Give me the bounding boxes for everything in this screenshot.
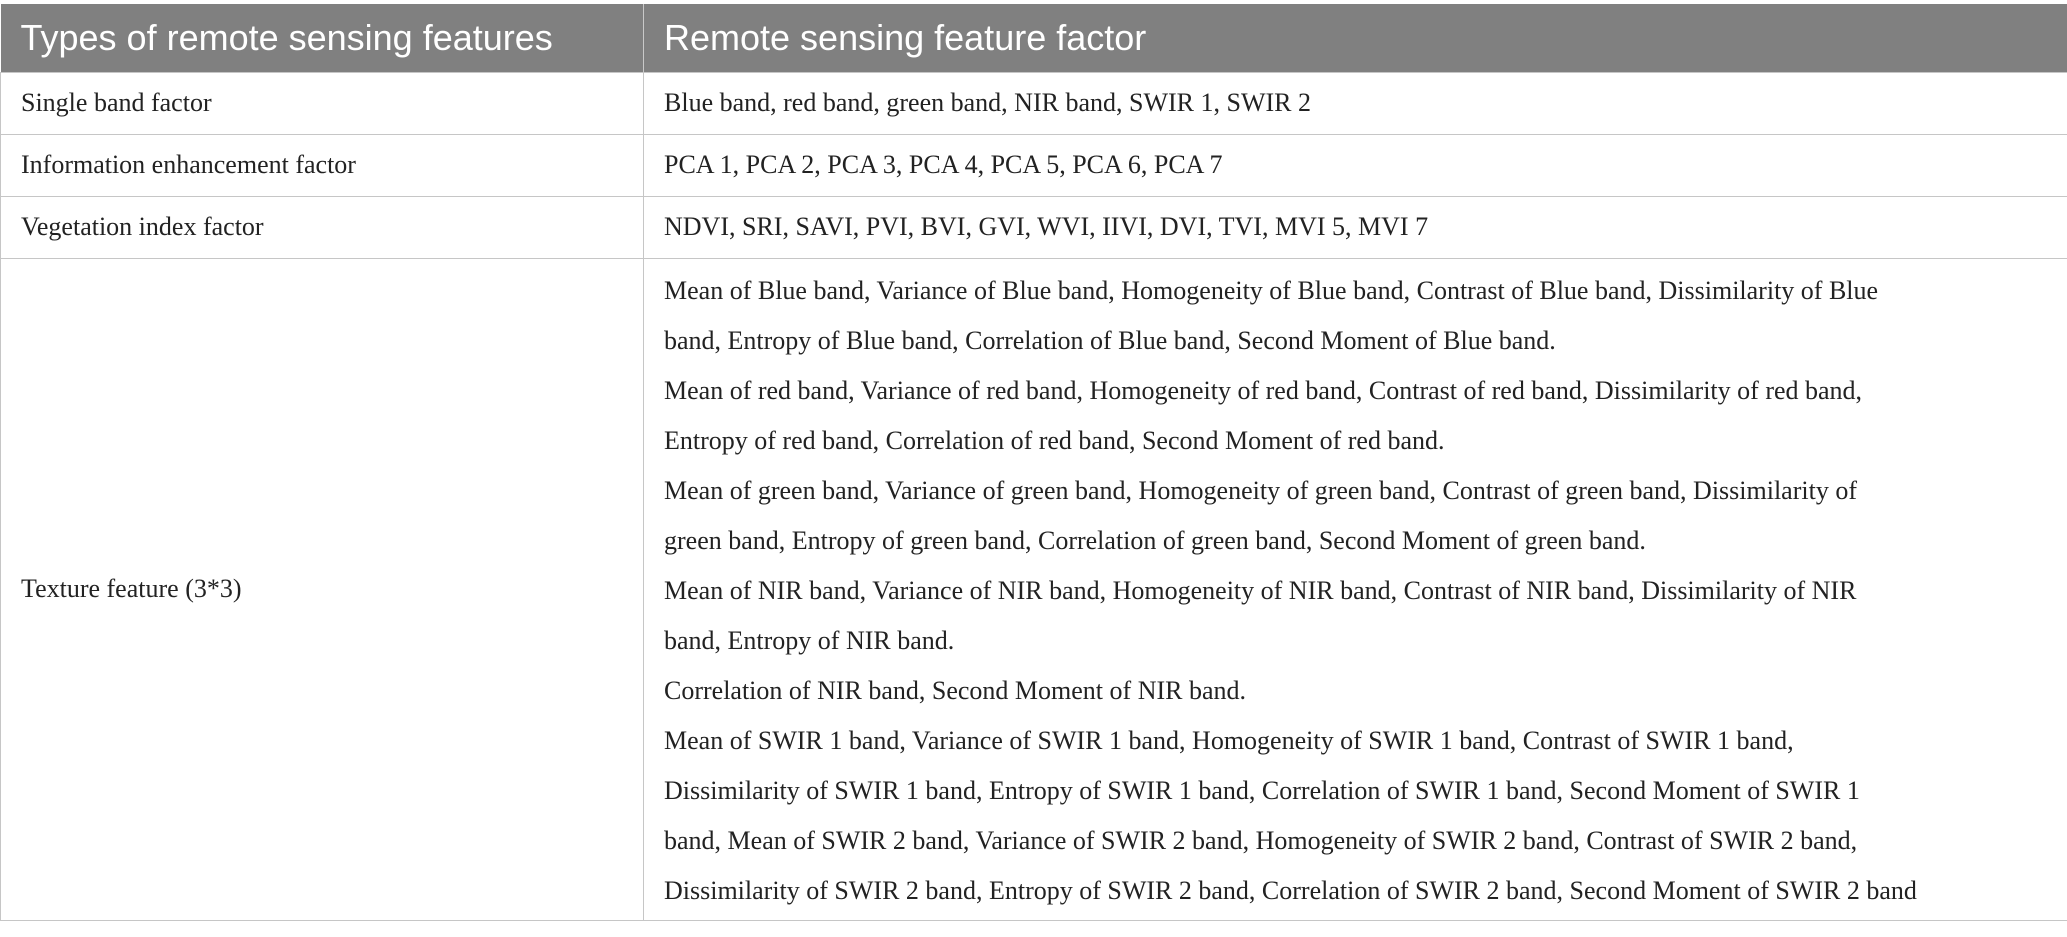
- factor-line: Mean of NIR band, Variance of NIR band, Homogeneity of NIR band, Contrast of NIR band, Dissimilarity of NIR: [664, 575, 1857, 605]
- table-row: [1, 134, 2067, 196]
- table-header: [1, 4, 2067, 72]
- row-factor-cell: NDVI, SRI, SAVI, PVI, BVI, GVI, WVI, IIVI, DVI, TVI, MVI 5, MVI 7: [644, 196, 2067, 258]
- feature-table-container: [0, 4, 2067, 921]
- factor-line: Dissimilarity of SWIR 1 band, Entropy of SWIR 1 band, Correlation of SWIR 1 band, Second Moment of SWIR 1: [664, 775, 1860, 805]
- header-feature-factor: Remote sensing feature factor: [644, 4, 2067, 72]
- row-type-cell: Single band factor: [1, 72, 644, 134]
- factor-line: Mean of green band, Variance of green band, Homogeneity of green band, Contrast of green band, Dissimilarity of: [664, 475, 1857, 505]
- factor-line: Mean of SWIR 1 band, Variance of SWIR 1 band, Homogeneity of SWIR 1 band, Contrast of SWIR 1 band,: [664, 725, 1794, 755]
- table-row: [1, 258, 2067, 920]
- header-row: [1, 4, 2067, 72]
- factor-line: band, Entropy of NIR band.: [664, 625, 955, 655]
- row-factor-cell: PCA 1, PCA 2, PCA 3, PCA 4, PCA 5, PCA 6, PCA 7: [644, 134, 2067, 196]
- row-factor-cell: Blue band, red band, green band, NIR band, SWIR 1, SWIR 2: [644, 72, 2067, 134]
- factor-line: Entropy of red band, Correlation of red band, Second Moment of red band.: [664, 425, 1445, 455]
- factor-line: Dissimilarity of SWIR 2 band, Entropy of SWIR 2 band, Correlation of SWIR 2 band, Second Moment of SWIR 2 band: [664, 875, 1917, 905]
- factor-line: Mean of red band, Variance of red band, Homogeneity of red band, Contrast of red band, Dissimilarity of red band,: [664, 375, 1863, 405]
- header-feature-type: Types of remote sensing features: [1, 4, 644, 72]
- row-type-cell: Vegetation index factor: [1, 196, 644, 258]
- factor-line: Correlation of NIR band, Second Moment of NIR band.: [664, 675, 1247, 705]
- table-row: [1, 196, 2067, 258]
- factor-line: Mean of Blue band, Variance of Blue band, Homogeneity of Blue band, Contrast of Blue band, Dissimilarity of Blue: [664, 275, 1879, 305]
- table-row: [1, 72, 2067, 134]
- row-factor-cell: [644, 258, 2067, 920]
- factor-line: green band, Entropy of green band, Correlation of green band, Second Moment of green band.: [664, 525, 1646, 555]
- row-type-cell: Information enhancement factor: [1, 134, 644, 196]
- factor-line: band, Entropy of Blue band, Correlation of Blue band, Second Moment of Blue band.: [664, 325, 1556, 355]
- factor-line: band, Mean of SWIR 2 band, Variance of SWIR 2 band, Homogeneity of SWIR 2 band, Contrast of SWIR 2 band,: [664, 825, 1858, 855]
- row-type-cell: Texture feature (3*3): [1, 258, 644, 920]
- remote-sensing-feature-table: [0, 4, 2067, 921]
- table-body: [1, 72, 2067, 920]
